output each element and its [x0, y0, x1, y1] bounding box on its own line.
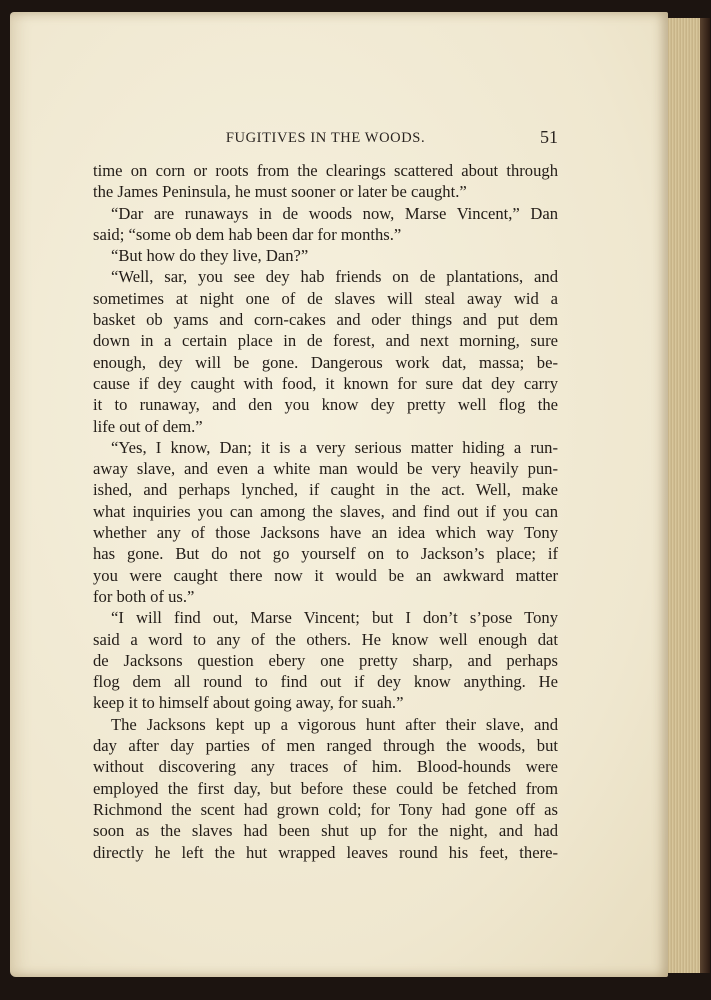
text-line: basket ob yams and corn-cakes and oder things and put dem — [93, 310, 558, 330]
text-line: “I will find out, Marse Vincent; but I don’t s’pose Tony — [111, 608, 558, 628]
text-line: away slave, and even a white man would be very heavily pun- — [93, 459, 558, 479]
text-line: soon as the slaves had been shut up for the night, and had — [93, 821, 558, 841]
text-line: Richmond the scent had grown cold; for Tony had gone off as — [93, 799, 558, 819]
text-line: said a word to any of the others. He know well enough dat — [93, 629, 558, 649]
text-line: de Jacksons question ebery one pretty sharp, and perhaps — [93, 650, 558, 670]
text-line: sometimes at night one of de slaves will steal away wid a — [93, 288, 558, 308]
text-line: employed the first day, but before these could be fetched from — [93, 778, 558, 798]
text-line: The Jacksons kept up a vigorous hunt after their slave, and — [111, 714, 558, 734]
text-line: flog dem all round to find out if dey know anything. He — [93, 672, 558, 692]
text-line: “Yes, I know, Dan; it is a very serious matter hiding a run- — [111, 437, 558, 457]
text-line: ished, and perhaps lynched, if caught in the act. Well, make — [93, 480, 558, 500]
text-line: whether any of those Jacksons have an idea which way Tony — [93, 523, 558, 543]
text-line: for both of us.” — [93, 586, 195, 606]
text-line: day after day parties of men ranged through the woods, but — [93, 736, 558, 756]
text-line: “Dar are runaways in de woods now, Marse Vincent,” Dan — [111, 203, 558, 223]
text-line: has gone. But do not go yourself on to Jackson’s place; if — [93, 544, 558, 564]
text-line: you were caught there now it would be an awkward matter — [93, 565, 558, 585]
text-line: down in a certain place in de forest, and next morning, sure — [93, 331, 558, 351]
text-line: said; “some ob dem hab been dar for months.” — [93, 224, 402, 244]
chapter-title: FUGITIVES IN THE WOODS. — [225, 130, 426, 146]
text-line: enough, dey will be gone. Dangerous work dat, massa; be- — [93, 352, 558, 372]
text-line: “Well, sar, you see dey hab friends on de plantations, and — [111, 267, 558, 287]
text-line: it to runaway, and den you know dey pretty well flog the — [93, 395, 558, 415]
page-number: 51 — [540, 127, 558, 147]
running-head — [93, 127, 558, 151]
text-line: without discovering any traces of him. Blood-hounds were — [93, 757, 558, 777]
text-line: what inquiries you can among the slaves, and find out if you can — [93, 501, 558, 521]
text-line: keep it to himself about going away, for suah.” — [93, 693, 404, 713]
text-line: life out of dem.” — [93, 416, 203, 436]
body-text — [93, 160, 558, 863]
text-line: cause if dey caught with food, it known for sure dat dey carry — [93, 373, 558, 393]
text-line: the James Peninsula, he must sooner or later be caught.” — [93, 182, 467, 202]
text-line: directly he left the hut wrapped leaves round his feet, there- — [93, 842, 558, 862]
text-line: time on corn or roots from the clearings scattered about through — [93, 161, 558, 180]
text-line: “But how do they live, Dan?” — [111, 246, 309, 266]
